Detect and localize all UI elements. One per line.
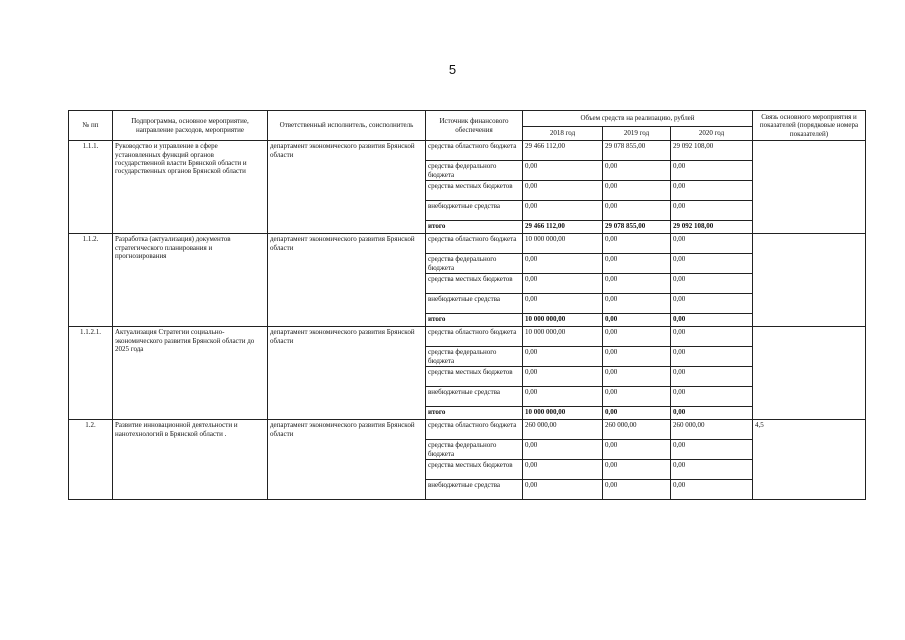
item-number: 1.1.1. — [69, 141, 113, 234]
funding-source: средства местных бюджетов — [426, 181, 523, 201]
funding-source: внебюджетные средства — [426, 480, 523, 500]
funding-source: средства областного бюджета — [426, 234, 523, 254]
amount-2020: 0,00 — [671, 407, 753, 420]
header-volume: Объем средств на реализацию, рублей — [523, 111, 753, 127]
amount-2018: 0,00 — [523, 201, 603, 221]
amount-2020: 0,00 — [671, 314, 753, 327]
table-row — [69, 420, 866, 440]
indicator-link — [753, 141, 866, 234]
amount-2019: 0,00 — [603, 480, 671, 500]
amount-2018: 29 466 112,00 — [523, 141, 603, 161]
item-executor: департамент экономического развития Брянской области — [268, 327, 426, 420]
amount-2020: 0,00 — [671, 440, 753, 460]
funding-source: внебюджетные средства — [426, 387, 523, 407]
amount-2018: 0,00 — [523, 387, 603, 407]
funding-source: средства федерального бюджета — [426, 440, 523, 460]
funding-source: средства федерального бюджета — [426, 254, 523, 274]
funding-source: средства областного бюджета — [426, 141, 523, 161]
amount-2020: 0,00 — [671, 201, 753, 221]
item-name: Актуализация Стратегии социально-экономического развития Брянской области до 2025 года — [113, 327, 268, 420]
amount-2018: 10 000 000,00 — [523, 407, 603, 420]
amount-2018: 0,00 — [523, 367, 603, 387]
funding-source: внебюджетные средства — [426, 294, 523, 314]
amount-2018: 0,00 — [523, 460, 603, 480]
item-number: 1.1.2. — [69, 234, 113, 327]
amount-2019: 0,00 — [603, 254, 671, 274]
item-executor: департамент экономического развития Брянской области — [268, 420, 426, 500]
funding-source: средства местных бюджетов — [426, 367, 523, 387]
table-row — [69, 234, 866, 254]
table-header — [69, 111, 866, 141]
indicator-link — [753, 327, 866, 420]
amount-2019: 0,00 — [603, 181, 671, 201]
amount-2018: 0,00 — [523, 347, 603, 367]
amount-2020: 0,00 — [671, 294, 753, 314]
funding-source: средства областного бюджета — [426, 327, 523, 347]
indicator-link: 4,5 — [753, 420, 866, 500]
amount-2020: 29 092 108,00 — [671, 141, 753, 161]
amount-2019: 0,00 — [603, 367, 671, 387]
amount-2018: 0,00 — [523, 480, 603, 500]
table-row — [69, 141, 866, 161]
amount-2018: 10 000 000,00 — [523, 234, 603, 254]
header-year-2019: 2019 год — [603, 127, 671, 141]
amount-2020: 0,00 — [671, 161, 753, 181]
item-name: Руководство и управление в сфере установленных функций органов государственной власти Брянской области и государственных органов Брянской области — [113, 141, 268, 234]
header-year-2018: 2018 год — [523, 127, 603, 141]
amount-2018: 10 000 000,00 — [523, 327, 603, 347]
amount-2019: 0,00 — [603, 387, 671, 407]
amount-2019: 0,00 — [603, 201, 671, 221]
amount-2019: 29 078 855,00 — [603, 141, 671, 161]
item-number: 1.2. — [69, 420, 113, 500]
amount-2020: 260 000,00 — [671, 420, 753, 440]
amount-2020: 0,00 — [671, 460, 753, 480]
amount-2018: 0,00 — [523, 181, 603, 201]
amount-2018: 29 466 112,00 — [523, 221, 603, 234]
funding-total-label: итого — [426, 221, 523, 234]
amount-2020: 0,00 — [671, 234, 753, 254]
funding-total-label: итого — [426, 407, 523, 420]
indicator-link — [753, 234, 866, 327]
funding-source: средства федерального бюджета — [426, 347, 523, 367]
funding-total-label: итого — [426, 314, 523, 327]
amount-2020: 0,00 — [671, 181, 753, 201]
amount-2020: 0,00 — [671, 367, 753, 387]
amount-2019: 0,00 — [603, 440, 671, 460]
amount-2020: 0,00 — [671, 254, 753, 274]
table-body — [69, 141, 866, 500]
amount-2019: 0,00 — [603, 314, 671, 327]
amount-2019: 0,00 — [603, 294, 671, 314]
item-name: Развитие инновационной деятельности и нанотехнологий в Брянской области . — [113, 420, 268, 500]
amount-2019: 0,00 — [603, 161, 671, 181]
amount-2018: 0,00 — [523, 294, 603, 314]
amount-2019: 0,00 — [603, 274, 671, 294]
item-name: Разработка (актуализация) документов стратегического планирования и прогнозирования — [113, 234, 268, 327]
amount-2019: 0,00 — [603, 460, 671, 480]
amount-2019: 0,00 — [603, 234, 671, 254]
amount-2018: 260 000,00 — [523, 420, 603, 440]
amount-2020: 0,00 — [671, 387, 753, 407]
amount-2018: 0,00 — [523, 161, 603, 181]
funding-source: внебюджетные средства — [426, 201, 523, 221]
header-link: Связь основного мероприятия и показателей (порядковые номера показателей) — [753, 111, 866, 141]
amount-2020: 0,00 — [671, 327, 753, 347]
header-year-2020: 2020 год — [671, 127, 753, 141]
budget-table — [68, 110, 866, 500]
item-executor: департамент экономического развития Брянской области — [268, 234, 426, 327]
funding-source: средства местных бюджетов — [426, 460, 523, 480]
amount-2020: 0,00 — [671, 480, 753, 500]
amount-2018: 0,00 — [523, 274, 603, 294]
header-num: № пп — [69, 111, 113, 141]
amount-2019: 260 000,00 — [603, 420, 671, 440]
amount-2019: 0,00 — [603, 347, 671, 367]
amount-2018: 0,00 — [523, 440, 603, 460]
item-number: 1.1.2.1. — [69, 327, 113, 420]
funding-source: средства местных бюджетов — [426, 274, 523, 294]
amount-2020: 29 092 108,00 — [671, 221, 753, 234]
item-executor: департамент экономического развития Брянской области — [268, 141, 426, 234]
amount-2019: 0,00 — [603, 407, 671, 420]
header-source: Источник финансового обеспечения — [426, 111, 523, 141]
amount-2018: 0,00 — [523, 254, 603, 274]
header-name: Подпрограмма, основное мероприятие, направление расходов, мероприятие — [113, 111, 268, 141]
amount-2020: 0,00 — [671, 274, 753, 294]
amount-2019: 0,00 — [603, 327, 671, 347]
amount-2019: 29 078 855,00 — [603, 221, 671, 234]
funding-source: средства федерального бюджета — [426, 161, 523, 181]
header-executor: Ответственный исполнитель, соисполнитель — [268, 111, 426, 141]
page-number: 5 — [448, 62, 457, 77]
funding-source: средства областного бюджета — [426, 420, 523, 440]
amount-2020: 0,00 — [671, 347, 753, 367]
table-row — [69, 327, 866, 347]
amount-2018: 10 000 000,00 — [523, 314, 603, 327]
